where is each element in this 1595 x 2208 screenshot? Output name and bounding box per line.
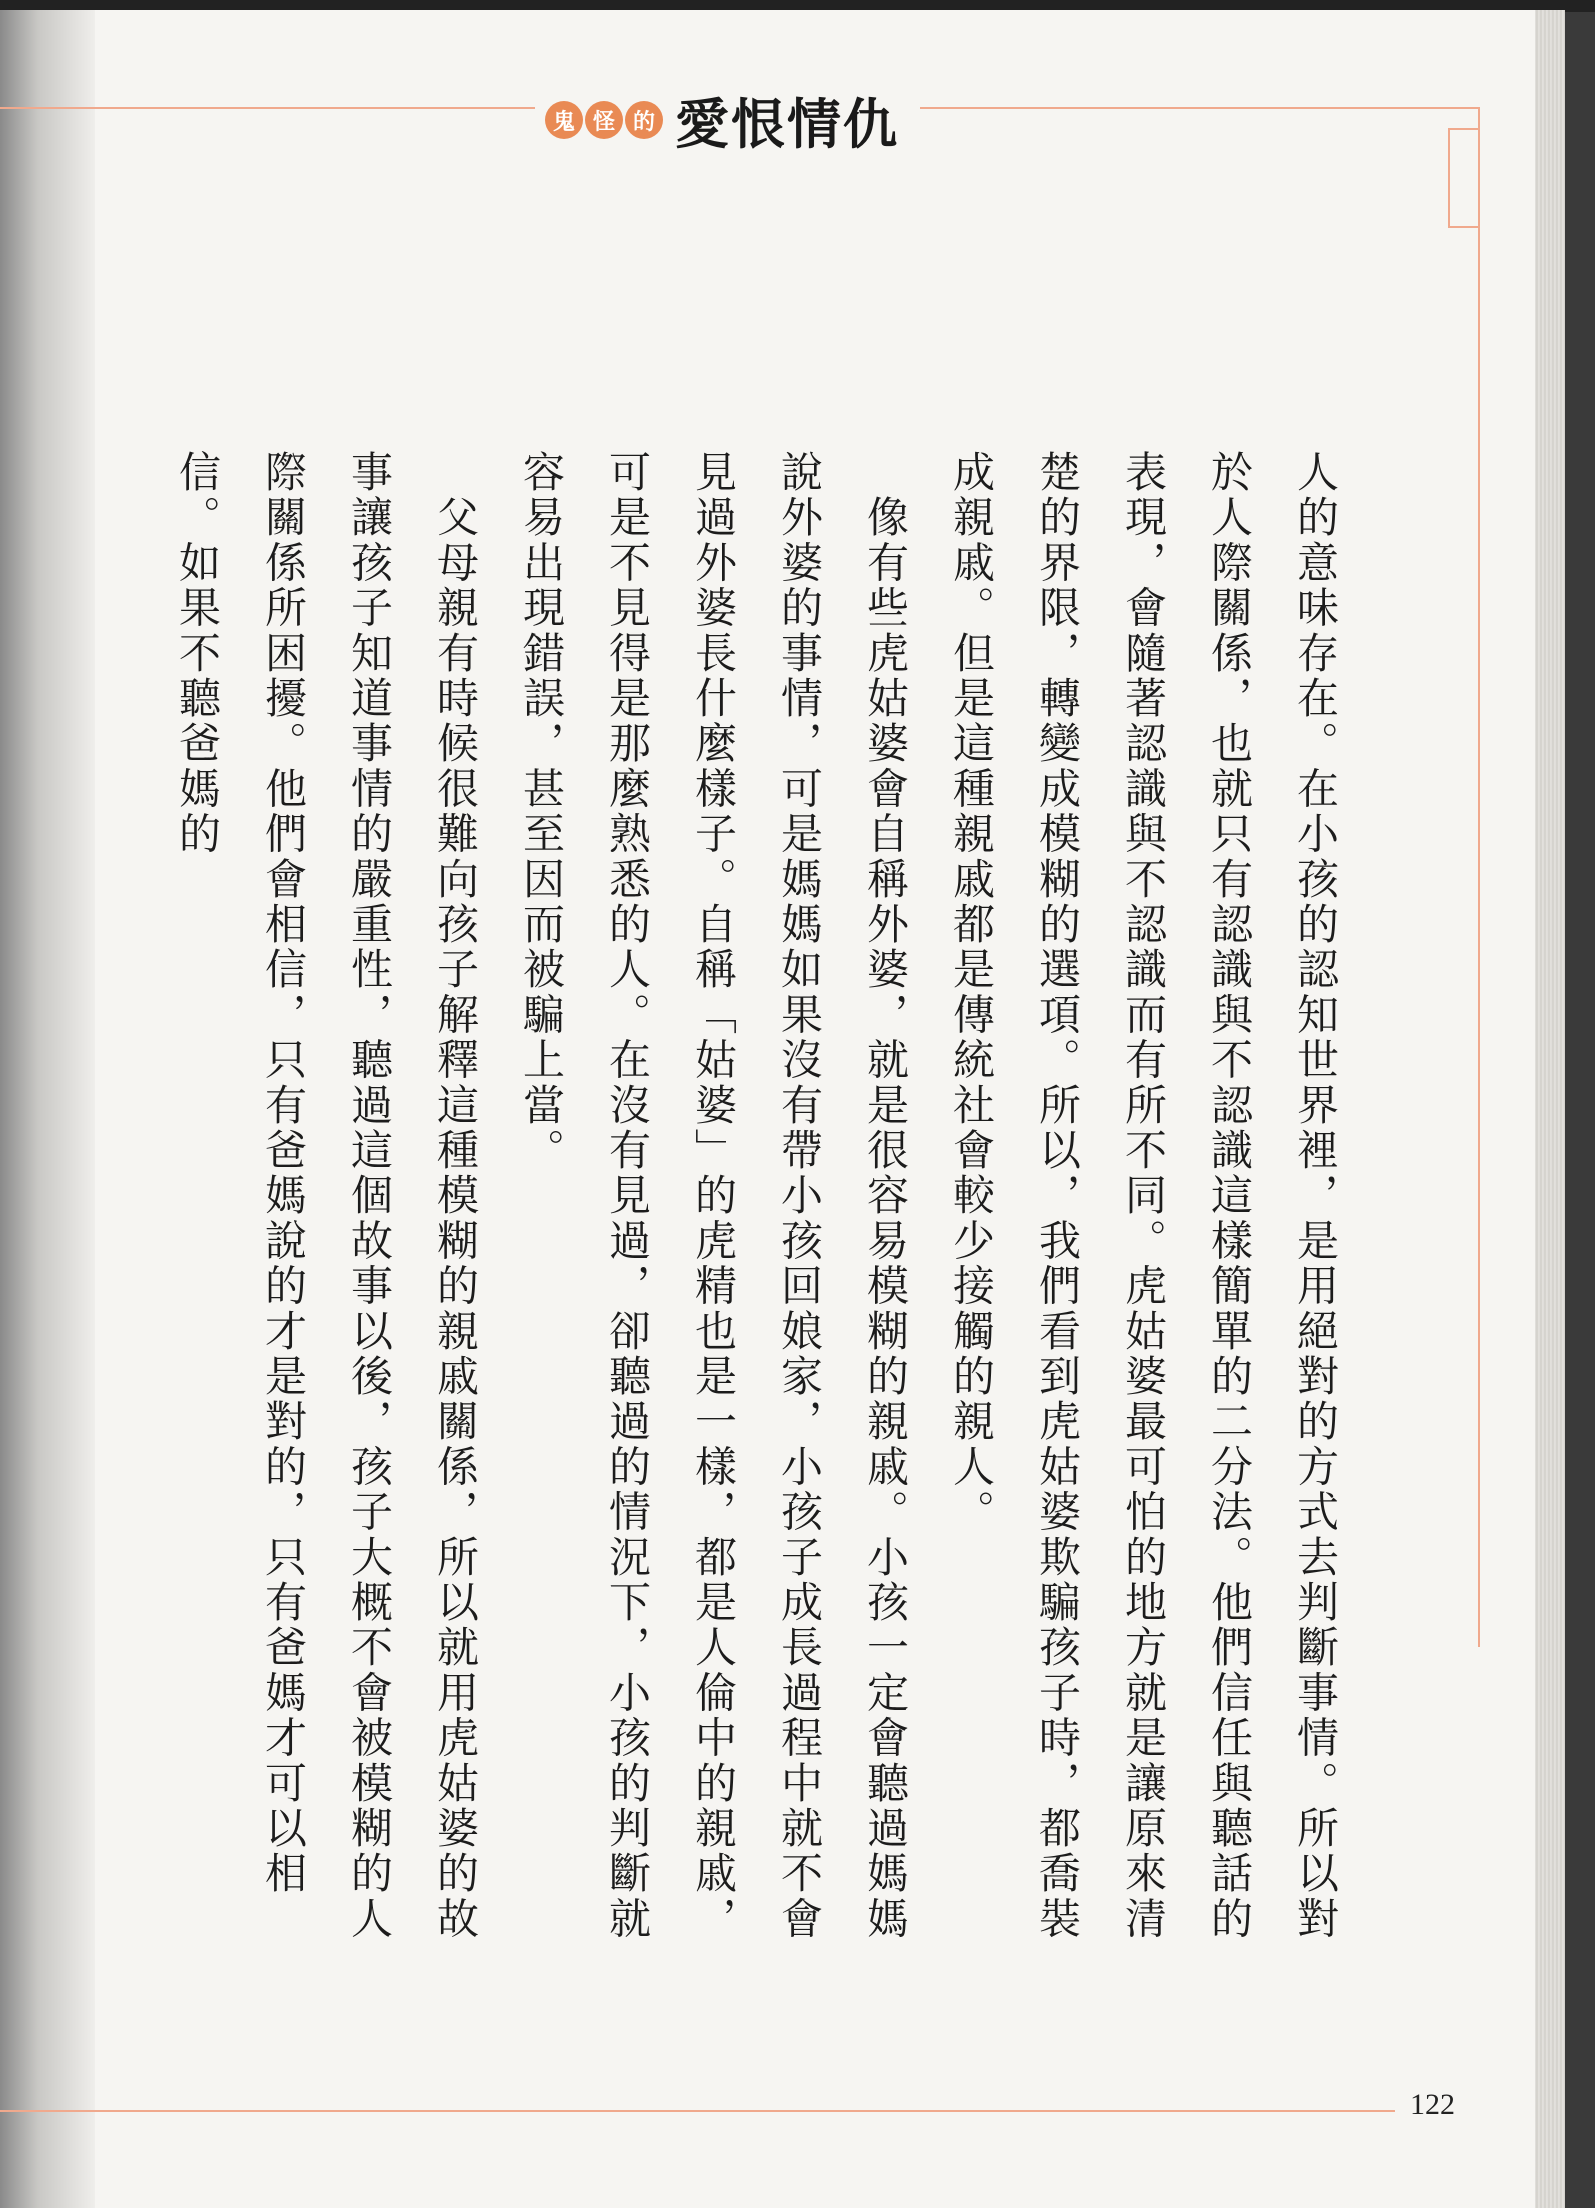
paragraph: 人的意味存在。在小孩的認知世界裡，是用絕對的方式去判斷事情。所以對於人際關係，也就只有認識與不認識這樣簡單的二分法。他們信任與聽話的表現，會隨著認識與不認識而有所不同。虎姑婆最可怕的地方就是讓原來清楚的界限，轉變成模糊的選項。所以，我們看到虎姑婆欺騙孩子時，都喬裝成親戚。但是這種親戚都是傳統社會較少接觸的親人。 [947,450,1340,1942]
vertical-body-text [173,450,1358,1980]
header-rule-left [0,107,535,109]
page-number: 122 [1410,2088,1455,2121]
header-bubble-char: 怪 [585,101,623,139]
frame-corner [1448,128,1480,130]
gutter-shadow [0,10,95,2208]
frame-corner [1448,226,1480,228]
frame-corner [1448,128,1450,228]
header-title: 愛恨情仇 [675,92,899,156]
footer-rule [0,2110,1395,2112]
frame-rule-vertical [1478,107,1480,1647]
header-bubble-char: 鬼 [545,101,583,139]
book-page [0,10,1565,2208]
page-edge [1535,10,1565,2208]
header-rule-right [920,107,1480,109]
paragraph: 父母親有時候很難向孩子解釋這種模糊的親戚關係，所以就用虎姑婆的故事讓孩子知道事情的嚴重性，聽過這個故事以後，孩子大概不會被模糊的人際關係所困擾。他們會相信，只有爸媽說的才是對的，只有爸媽才可以相信。如果不聽爸媽的 [173,450,480,1942]
header-bubble-char: 的 [625,101,663,139]
paragraph: 像有些虎姑婆會自稱外婆，就是很容易模糊的親戚。小孩一定會聽過媽媽說外婆的事情，可是媽媽如果沒有帶小孩回娘家，小孩子成長過程中就不會見過外婆長什麼樣子。自稱「姑婆」的虎精也是一樣，都是人倫中的親戚，可是不見得是那麼熟悉的人。在沒有見過，卻聽過的情況下，小孩的判斷就容易出現錯誤，甚至因而被騙上當。 [517,450,910,1942]
running-header [545,80,899,160]
